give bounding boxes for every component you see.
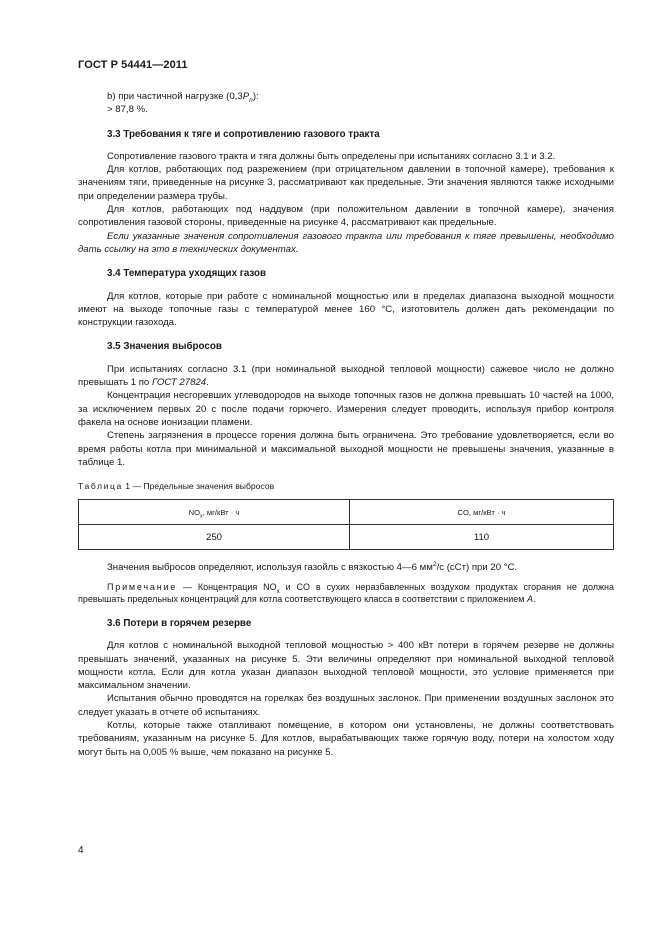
table-header-nox: $NO_x$, мг/кВт · ч — [79, 500, 350, 525]
emissions-table — [78, 499, 614, 550]
section-3-6-paragraph: Испытания обычно проводятся на горелках без воздушных заслонок. При применении воздушных заслонок это следует указать в отчете об испытаниях. — [78, 693, 614, 718]
section-3-3-paragraph: Для котлов, работающих под наддувом (при положительном давлении в топочной камере), значения сопротивления газовой стороны, приведенные на рисунке 4, рассматривают как предельные. — [78, 204, 614, 229]
intro-line-2: > 87,8 %. — [107, 104, 148, 116]
section-3-5-paragraph: Концентрация несгоревших углеводородов на выходе топочных газов не должна превышать 10 частей на 1000, за исключением первых 20 с после подачи горючего. Измерения следует проводить, используя прибор контроля факела на основе ионизации пламени. — [78, 390, 614, 428]
table-row — [79, 525, 614, 550]
viscosity-paragraph: Значения выбросов определяют, используя газойль с вязкостью 4—6 $мм^2/с$ (сСт) при 20 °С. — [107, 561, 518, 574]
table-header-co: CO, мг/кВт · ч — [350, 500, 614, 525]
table-cell-nox: 250 — [79, 525, 350, 550]
section-3-3-title: 3.3 Требования к тяге и сопротивлению газового тракта — [107, 128, 380, 140]
section-3-5-paragraph: При испытаниях согласно 3.1 (при номинальной выходной тепловой мощности) сажевое число не должно превышать 1 по ГОСТ 27824. — [78, 363, 614, 389]
table-header-row — [79, 500, 614, 525]
section-3-5-paragraph: Степень загрязнения в процессе горения должна быть ограничена. Это требование удовлетворяется, если во время работы котла при минимальной и максимальной выходной мощности не превышены значения, указанные в таблице 1. — [78, 430, 614, 468]
section-3-3-paragraph: Сопротивление газового тракта и тяга должны быть определены при испытаниях согласно 3.1 и 3.2. — [107, 150, 556, 162]
section-3-5-title: 3.5 Значения выбросов — [107, 341, 222, 353]
standard-reference: ГОСТ 27824 — [151, 377, 207, 389]
document-header: ГОСТ Р 54441—2011 — [78, 59, 188, 71]
note-paragraph: Примечание — Концентрация $NO_x$ и CO в сухих неразбавленных воздухом продуктах сгорания не должна превышать предельных концентраций для котла соответствующего класса в соответствии с приложением А. — [78, 581, 615, 605]
page-number: 4 — [78, 845, 84, 856]
section-3-6-title: 3.6 Потери в горячем резерве — [107, 617, 252, 629]
section-3-4-paragraph: Для котлов, которые при работе с номинальной мощностью или в пределах диапазона выходной мощности имеют на выходе топочные газы с температурой менее 160 °С, изготовитель должен дать рекомендации по конструкции газохода. — [78, 290, 614, 329]
section-3-4-title: 3.4 Температура уходящих газов — [107, 268, 267, 280]
table-cell-co: 110 — [350, 525, 614, 550]
section-3-3-paragraph: Для котлов, работающих под разрежением (при отрицательном давлении в топочной камере), требования к значениям тяги, приведенные на рисунке 3, рассматривают как предельные. Эти значения являются также исходными при определении размера трубы. — [78, 164, 614, 202]
section-3-6-paragraph: Для котлов с номинальной выходной тепловой мощностью > 400 кВт потери в горячем резерве не должны превышать значений, указанных на рисунке 5. Эти величины определяют при номинальной выходной тепловой мощности котла. Если для котла указан диапазон выходной тепловой мощности, это условие применяется при максимальном значении. — [78, 640, 614, 692]
document-body — [78, 90, 614, 759]
table-1-caption: Таблица 1 — Предельные значения выбросов — [78, 481, 275, 492]
section-3-6-paragraph: Котлы, которые также отапливают помещение, в котором они установлены, не должны соответствовать требованиям, указанным на рисунке 5. Для котлов, вырабатывающих также горячую воду, потери на холостом ходу могут быть на 0,005 % выше, чем показано на рисунке 5. — [78, 719, 614, 758]
intro-line-1: b) при частичной нагрузке $(0,3P_n)$: — [107, 91, 259, 104]
section-3-3-paragraph: Если указанные значения сопротивления газового тракта или требования к тяге превышены, необходимо дать ссылку на это в технических документах. — [78, 230, 614, 255]
